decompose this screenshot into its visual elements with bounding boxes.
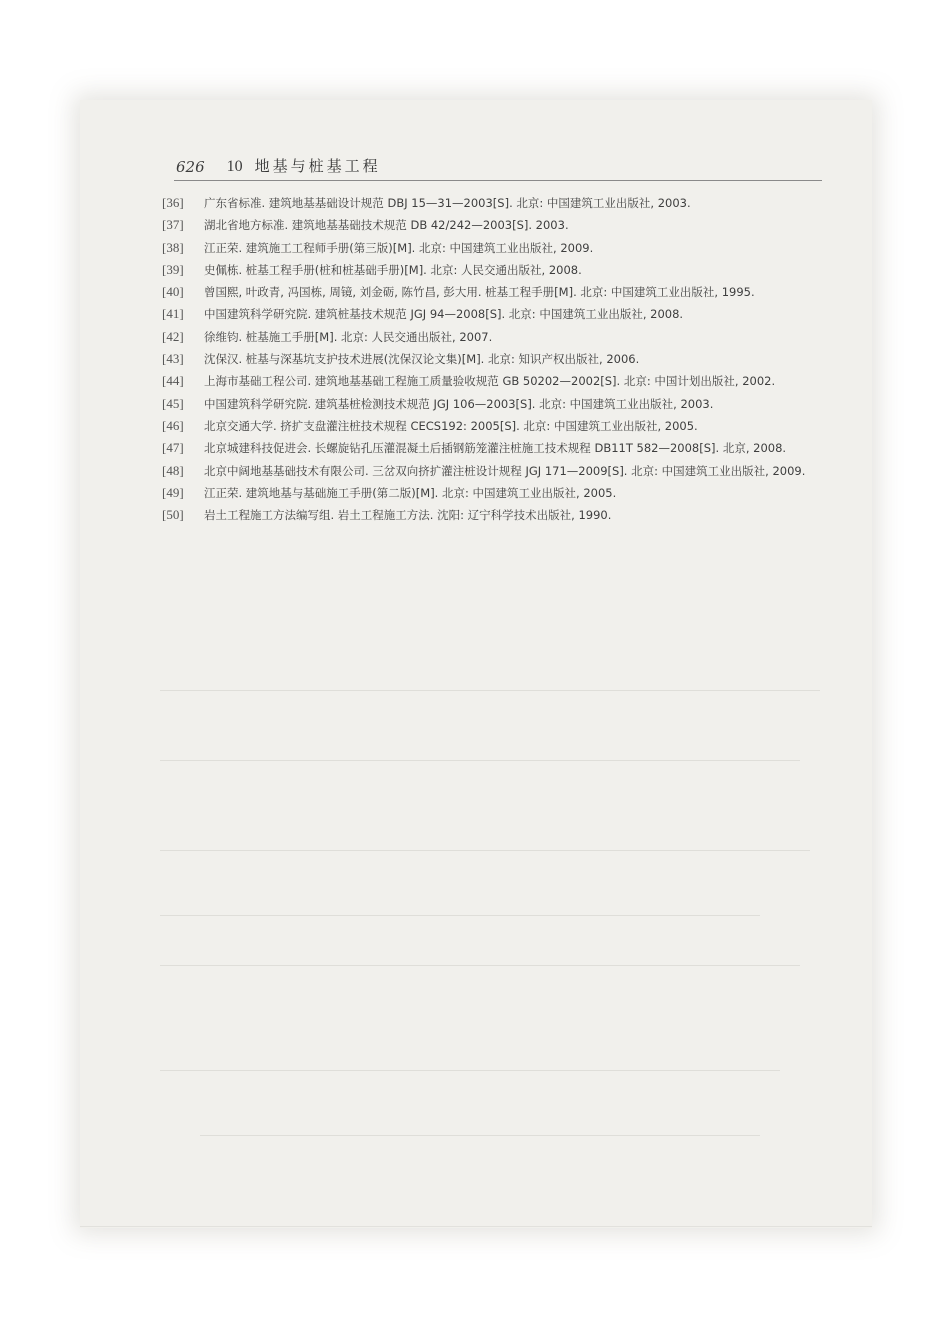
reference-number: [39] bbox=[162, 261, 184, 277]
header-rule bbox=[174, 180, 822, 181]
reference-number: [44] bbox=[162, 373, 184, 389]
reference-number: [47] bbox=[162, 440, 184, 456]
reference-text: 广东省标准. 建筑地基基础设计规范 DBJ 15—31—2003[S]. 北京: 中国建筑工业出版社, 2003. bbox=[204, 196, 691, 210]
bleed-through-line bbox=[160, 965, 800, 966]
reference-text: 史佩栋. 桩基工程手册(桩和桩基础手册)[M]. 北京: 人民交通出版社, 2008. bbox=[204, 262, 582, 277]
reference-text: 沈保汉. 桩基与深基坑支护技术进展(沈保汉论文集)[M]. 北京: 知识产权出版社, 2006. bbox=[204, 352, 640, 367]
reference-text: 上海市基础工程公司. 建筑地基基础工程施工质量验收规范 GB 50202—2002[S]. 北京: 中国计划出版社, 2002. bbox=[204, 374, 776, 389]
reference-item bbox=[162, 303, 822, 325]
chapter-title: 地基与桩基工程 bbox=[254, 157, 381, 175]
reference-number: [49] bbox=[162, 484, 184, 500]
reference-number: [40] bbox=[162, 284, 184, 300]
reference-number: [43] bbox=[162, 351, 184, 367]
reference-text: 岩土工程施工方法编写组. 岩土工程施工方法. 沈阳: 辽宁科学技术出版社, 1990. bbox=[204, 508, 612, 523]
reference-item bbox=[162, 370, 822, 392]
reference-number: [37] bbox=[162, 217, 184, 233]
reference-text: 北京中阔地基基础技术有限公司. 三岔双向挤扩灌注桩设计规程 JGJ 171—2009[S]. 北京: 中国建筑工业出版社, 2009. bbox=[204, 463, 806, 478]
reference-item bbox=[162, 192, 822, 214]
reference-number: [45] bbox=[162, 395, 184, 411]
page-number: 626 bbox=[176, 158, 205, 176]
reference-number: [38] bbox=[162, 239, 184, 255]
reference-text: 江正荣. 建筑施工工程师手册(第三版)[M]. 北京: 中国建筑工业出版社, 2009. bbox=[204, 240, 594, 255]
reference-item bbox=[162, 237, 822, 259]
reference-number: [48] bbox=[162, 462, 184, 478]
reference-number: [36] bbox=[162, 195, 184, 210]
running-header bbox=[176, 150, 822, 176]
bleed-through-line bbox=[160, 915, 760, 916]
reference-number: [50] bbox=[162, 507, 184, 523]
bleed-through-line bbox=[160, 690, 820, 691]
reference-text: 曾国熙, 叶政青, 冯国栋, 周镜, 刘金砺, 陈竹昌, 彭大用. 桩基工程手册[M]. 北京: 中国建筑工业出版社, 1995. bbox=[204, 285, 755, 300]
bleed-through-line bbox=[160, 850, 810, 851]
reference-text: 北京交通大学. 挤扩支盘灌注桩技术规程 CECS192: 2005[S]. 北京: 中国建筑工业出版社, 2005. bbox=[204, 418, 698, 433]
reference-item bbox=[162, 437, 822, 459]
reference-item bbox=[162, 504, 822, 526]
reference-text: 湖北省地方标准. 建筑地基基础技术规范 DB 42/242—2003[S]. 2003. bbox=[204, 218, 569, 233]
reference-text: 中国建筑科学研究院. 建筑桩基技术规范 JGJ 94—2008[S]. 北京: 中国建筑工业出版社, 2008. bbox=[204, 307, 684, 322]
reference-text: 北京城建科技促进会. 长螺旋钻孔压灌混凝土后插钢筋笼灌注桩施工技术规程 DB11T 582—2008[S]. 北京, 2008. bbox=[204, 441, 787, 456]
reference-item bbox=[162, 281, 822, 303]
reference-number: [41] bbox=[162, 306, 184, 322]
bleed-through-line bbox=[200, 1135, 760, 1136]
reference-item bbox=[162, 348, 822, 370]
bleed-through-line bbox=[160, 1070, 780, 1071]
page-bottom-edge bbox=[80, 1226, 872, 1227]
reference-item bbox=[162, 326, 822, 348]
reference-item bbox=[162, 415, 822, 437]
reference-item bbox=[162, 482, 822, 504]
reference-item bbox=[162, 214, 822, 236]
reference-item bbox=[162, 259, 822, 281]
chapter-number: 10 bbox=[226, 158, 243, 175]
reference-list bbox=[162, 192, 822, 526]
reference-number: [46] bbox=[162, 417, 184, 433]
bleed-through-line bbox=[160, 760, 800, 761]
reference-item bbox=[162, 460, 822, 482]
reference-text: 江正荣. 建筑地基与基础施工手册(第二版)[M]. 北京: 中国建筑工业出版社, 2005. bbox=[204, 485, 617, 500]
reference-text: 徐维钧. 桩基施工手册[M]. 北京: 人民交通出版社, 2007. bbox=[204, 329, 493, 344]
reference-text: 中国建筑科学研究院. 建筑基桩检测技术规范 JGJ 106—2003[S]. 北京: 中国建筑工业出版社, 2003. bbox=[204, 396, 714, 411]
reference-number: [42] bbox=[162, 328, 184, 344]
reference-item bbox=[162, 393, 822, 415]
